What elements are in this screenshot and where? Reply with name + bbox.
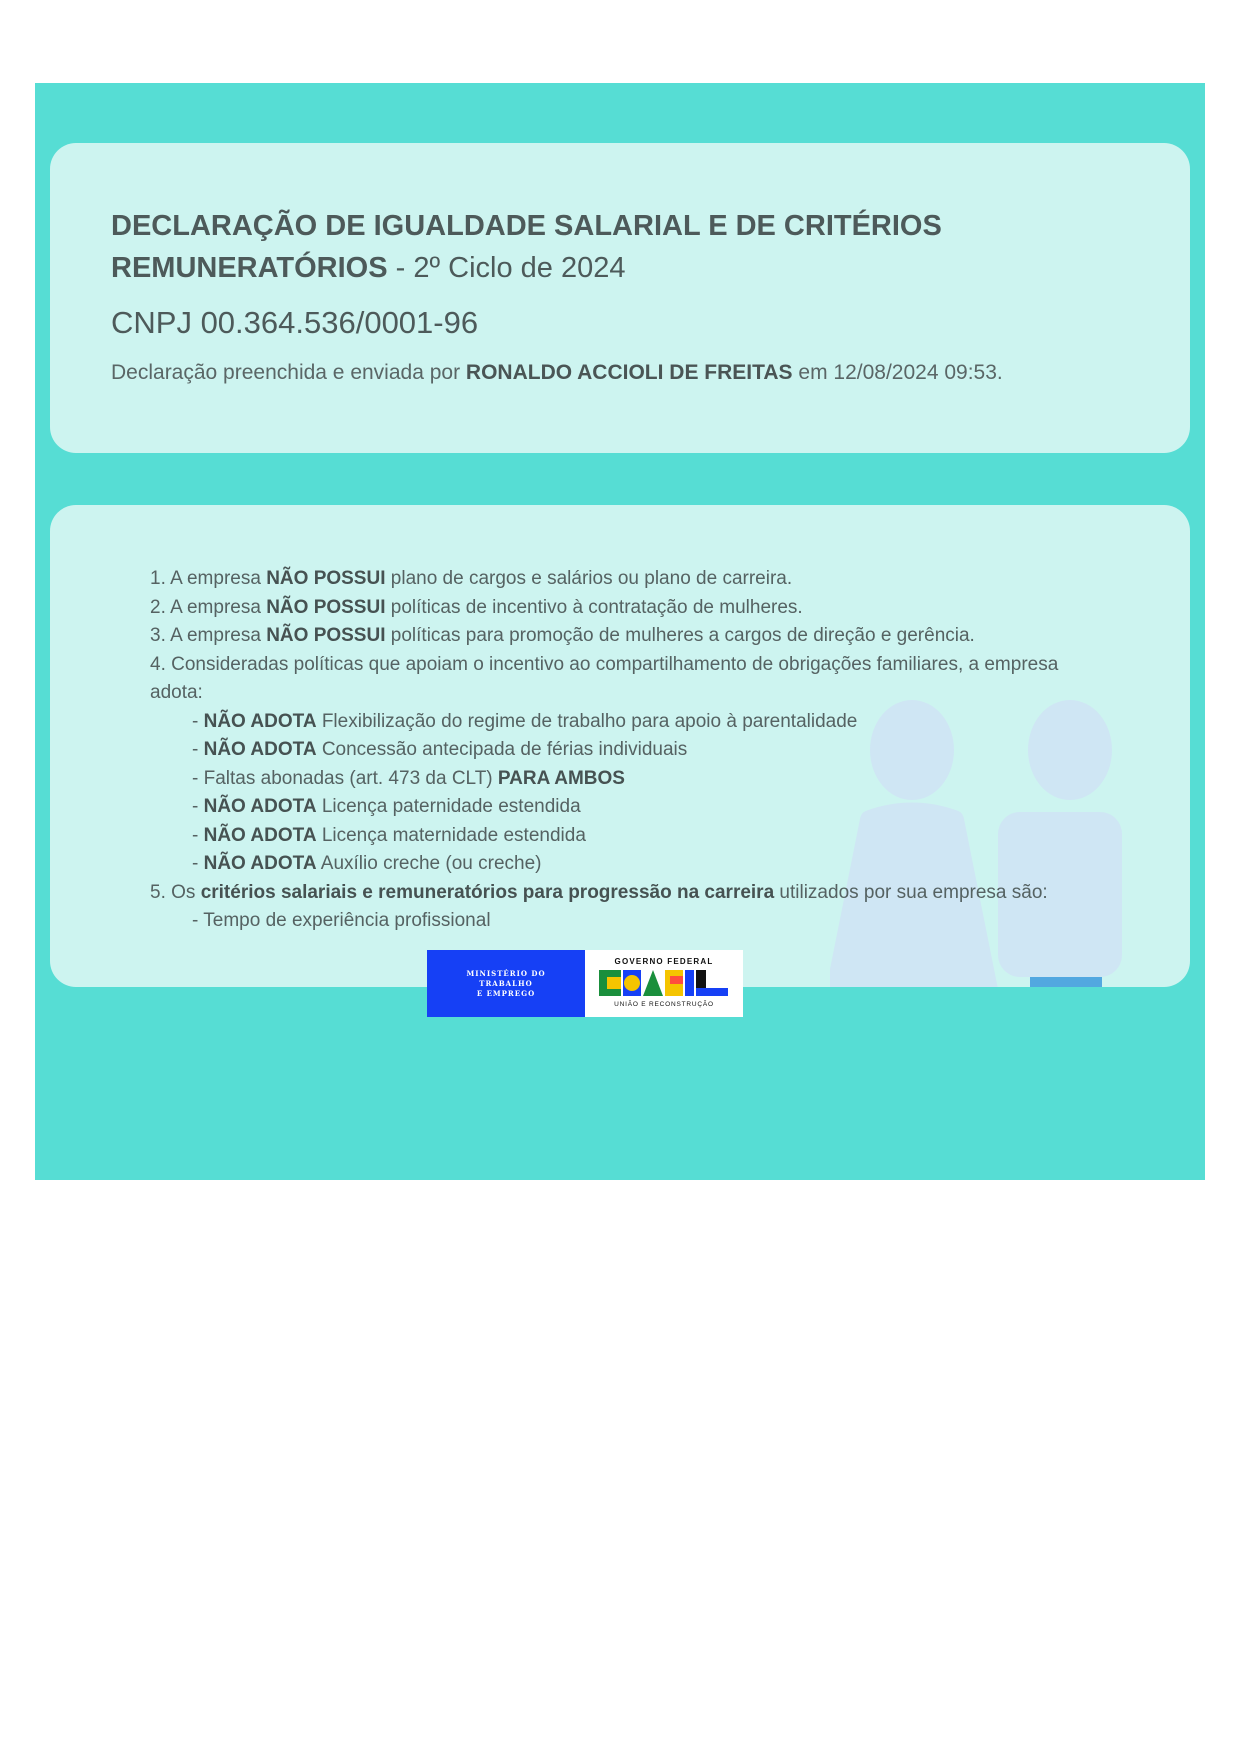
sub-item [150, 736, 1110, 765]
item-text: Licença maternidade estendida [316, 824, 586, 846]
item-answer: NÃO POSSUI [266, 596, 386, 618]
item-text: Auxílio creche (ou creche) [316, 853, 542, 874]
governo-federal-logo [585, 950, 743, 1017]
footer-logos [427, 950, 743, 1017]
item-text: - Tempo de experiência profissional [192, 910, 491, 931]
item-text: 4. Consideradas políticas que apoiam o incentivo ao compartilhamento de obrigações familiares, a empresa adota: [150, 653, 1059, 703]
item-text: - [192, 710, 204, 732]
item-text: 1. A empresa [150, 568, 267, 589]
item-text: políticas para promoção de mulheres a cargos de direção e gerência. [385, 625, 975, 646]
list-item [150, 594, 1110, 623]
sub-item [150, 708, 1110, 737]
item-answer: NÃO ADOTA [203, 739, 317, 760]
item-answer: NÃO ADOTA [203, 853, 317, 874]
item-text: - [192, 824, 204, 846]
gov-word: BRASIL [662, 1016, 666, 1017]
sub-item [150, 850, 1110, 879]
sub-item [150, 907, 1110, 936]
list-item [150, 565, 1110, 594]
item-text: Licença paternidade estendida [316, 796, 581, 817]
submission-date: em 12/08/2024 09:53. [792, 361, 1003, 384]
item-text: 3. A empresa [150, 625, 267, 646]
sub-item [150, 793, 1110, 822]
gov-bottom-text: UNIÃO E RECONSTRUÇÃO [614, 1001, 714, 1008]
list-item [150, 651, 1110, 708]
brasil-logo-icon [585, 950, 743, 1017]
item-text: - [192, 739, 204, 760]
answers-card [50, 505, 1190, 987]
item-answer: NÃO ADOTA [203, 710, 317, 732]
ministry-logo-line: TRABALHO [479, 978, 533, 988]
ministry-logo [427, 950, 585, 1017]
sub-item [150, 822, 1110, 851]
list-item [150, 879, 1110, 908]
item-text: plano de cargos e salários ou plano de carreira. [385, 568, 793, 589]
item-answer: NÃO ADOTA [203, 824, 317, 846]
item-answer: PARA AMBOS [497, 767, 625, 789]
item-text: Flexibilização do regime de trabalho para apoio à parentalidade [316, 710, 858, 732]
item-text: 2. A empresa [150, 596, 267, 618]
cnpj-label: CNPJ 00.364.536/0001-96 [111, 305, 479, 340]
item-text: - [192, 796, 204, 817]
list-item [150, 622, 1110, 651]
item-text: utilizados por sua empresa são: [774, 881, 1048, 903]
sub-item [150, 765, 1110, 794]
item-answer: NÃO POSSUI [266, 568, 386, 589]
item-text: Concessão antecipada de férias individuais [316, 739, 688, 760]
gov-top-text: GOVERNO FEDERAL [614, 957, 714, 966]
submission-info [111, 358, 1003, 388]
item-answer: NÃO ADOTA [203, 796, 317, 817]
submission-prefix: Declaração preenchida e enviada por [111, 361, 466, 384]
item-text: políticas de incentivo à contratação de mulheres. [385, 596, 803, 618]
item-text: 5. Os [150, 881, 201, 903]
item-text: - Faltas abonadas (art. 473 da CLT) [192, 767, 498, 789]
page-title [111, 205, 1111, 289]
item-text: - [192, 853, 204, 874]
ministry-logo-line: MINISTÉRIO DO [466, 968, 546, 978]
title-cycle: - 2º Ciclo de 2024 [387, 252, 626, 284]
submitter-name: RONALDO ACCIOLI DE FREITAS [465, 361, 793, 384]
item-answer: critérios salariais e remuneratórios para progressão na carreira [200, 881, 775, 903]
header-card [50, 143, 1190, 453]
title-bold: DECLARAÇÃO DE IGUALDADE SALARIAL E DE CRITÉRIOS REMUNERATÓRIOS [111, 210, 942, 284]
answers-list [150, 565, 1110, 936]
item-answer: NÃO POSSUI [266, 625, 386, 646]
ministry-logo-line: E EMPREGO [476, 988, 536, 998]
